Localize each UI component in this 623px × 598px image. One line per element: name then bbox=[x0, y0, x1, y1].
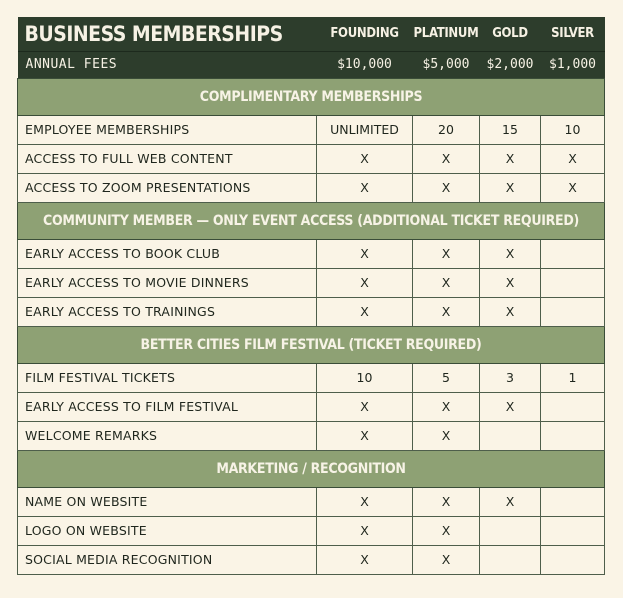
benefit-value bbox=[541, 268, 605, 297]
table-row bbox=[18, 144, 605, 173]
fee-platinum: $5,000 bbox=[413, 51, 480, 78]
benefit-value: 20 bbox=[413, 115, 480, 144]
benefit-value: X bbox=[317, 392, 413, 421]
benefit-label: WELCOME REMARKS bbox=[18, 421, 317, 450]
benefit-value: X bbox=[317, 487, 413, 516]
header-row bbox=[18, 17, 605, 51]
benefit-value: X bbox=[480, 239, 541, 268]
benefit-value: X bbox=[413, 545, 480, 574]
benefit-value: X bbox=[413, 421, 480, 450]
section-title: COMMUNITY MEMBER — ONLY EVENT ACCESS (ADDITIONAL TICKET REQUIRED) bbox=[18, 202, 605, 239]
benefit-value: X bbox=[480, 297, 541, 326]
benefit-value: UNLIMITED bbox=[317, 115, 413, 144]
table-row bbox=[18, 268, 605, 297]
benefit-value: 10 bbox=[541, 115, 605, 144]
benefit-value: X bbox=[317, 545, 413, 574]
benefit-value: X bbox=[413, 487, 480, 516]
benefit-value: 10 bbox=[317, 363, 413, 392]
benefit-value: X bbox=[413, 173, 480, 202]
section-title: MARKETING / RECOGNITION bbox=[18, 450, 605, 487]
benefit-value bbox=[480, 545, 541, 574]
benefit-value bbox=[480, 516, 541, 545]
benefit-value bbox=[541, 516, 605, 545]
benefit-value bbox=[541, 392, 605, 421]
table-row bbox=[18, 392, 605, 421]
benefit-label: SOCIAL MEDIA RECOGNITION bbox=[18, 545, 317, 574]
tier-silver: SILVER bbox=[541, 17, 605, 51]
benefit-label: EARLY ACCESS TO FILM FESTIVAL bbox=[18, 392, 317, 421]
membership-table bbox=[17, 17, 605, 575]
benefit-value: X bbox=[317, 239, 413, 268]
benefit-label: EARLY ACCESS TO MOVIE DINNERS bbox=[18, 268, 317, 297]
tier-gold: GOLD bbox=[480, 17, 541, 51]
benefit-value bbox=[541, 487, 605, 516]
benefit-value: 15 bbox=[480, 115, 541, 144]
benefit-value: X bbox=[317, 173, 413, 202]
fee-gold: $2,000 bbox=[480, 51, 541, 78]
section-header bbox=[18, 450, 605, 487]
benefit-value: X bbox=[317, 421, 413, 450]
benefit-value: X bbox=[317, 297, 413, 326]
section-header bbox=[18, 202, 605, 239]
benefit-value: X bbox=[317, 144, 413, 173]
benefit-label: FILM FESTIVAL TICKETS bbox=[18, 363, 317, 392]
benefit-value: 3 bbox=[480, 363, 541, 392]
benefit-label: EARLY ACCESS TO BOOK CLUB bbox=[18, 239, 317, 268]
benefit-label: EARLY ACCESS TO TRAININGS bbox=[18, 297, 317, 326]
benefit-value: X bbox=[480, 487, 541, 516]
fee-founding: $10,000 bbox=[317, 51, 413, 78]
section-title: BETTER CITIES FILM FESTIVAL (TICKET REQUIRED) bbox=[18, 326, 605, 363]
benefit-label: ACCESS TO ZOOM PRESENTATIONS bbox=[18, 173, 317, 202]
table-row bbox=[18, 516, 605, 545]
benefit-value: X bbox=[480, 392, 541, 421]
benefit-value: 5 bbox=[413, 363, 480, 392]
benefit-value: X bbox=[480, 268, 541, 297]
table-row bbox=[18, 363, 605, 392]
benefit-value: X bbox=[413, 392, 480, 421]
benefit-value: X bbox=[317, 268, 413, 297]
benefit-value bbox=[541, 297, 605, 326]
benefit-value: X bbox=[413, 516, 480, 545]
tier-platinum: PLATINUM bbox=[413, 17, 480, 51]
benefit-value: X bbox=[480, 173, 541, 202]
benefit-value bbox=[541, 421, 605, 450]
benefit-value: X bbox=[413, 144, 480, 173]
benefit-value bbox=[541, 239, 605, 268]
table-row bbox=[18, 545, 605, 574]
table-row bbox=[18, 239, 605, 268]
benefit-label: NAME ON WEBSITE bbox=[18, 487, 317, 516]
fee-silver: $1,000 bbox=[541, 51, 605, 78]
benefit-value: X bbox=[413, 297, 480, 326]
section-title: COMPLIMENTARY MEMBERSHIPS bbox=[18, 78, 605, 115]
benefit-value: 1 bbox=[541, 363, 605, 392]
annual-fees-label: ANNUAL FEES bbox=[18, 51, 317, 78]
section-header bbox=[18, 78, 605, 115]
benefit-value: X bbox=[413, 268, 480, 297]
benefit-value: X bbox=[413, 239, 480, 268]
benefit-value bbox=[480, 421, 541, 450]
table-row bbox=[18, 115, 605, 144]
annual-fees-row bbox=[18, 51, 605, 78]
benefit-value: X bbox=[541, 144, 605, 173]
table-row bbox=[18, 487, 605, 516]
benefit-label: LOGO ON WEBSITE bbox=[18, 516, 317, 545]
benefit-label: ACCESS TO FULL WEB CONTENT bbox=[18, 144, 317, 173]
table-title: BUSINESS MEMBERSHIPS bbox=[18, 17, 317, 51]
benefit-value: X bbox=[541, 173, 605, 202]
benefit-value: X bbox=[480, 144, 541, 173]
benefit-label: EMPLOYEE MEMBERSHIPS bbox=[18, 115, 317, 144]
table-row bbox=[18, 297, 605, 326]
benefit-value bbox=[541, 545, 605, 574]
table-row bbox=[18, 173, 605, 202]
benefit-value: X bbox=[317, 516, 413, 545]
tier-founding: FOUNDING bbox=[317, 17, 413, 51]
section-header bbox=[18, 326, 605, 363]
table-row bbox=[18, 421, 605, 450]
